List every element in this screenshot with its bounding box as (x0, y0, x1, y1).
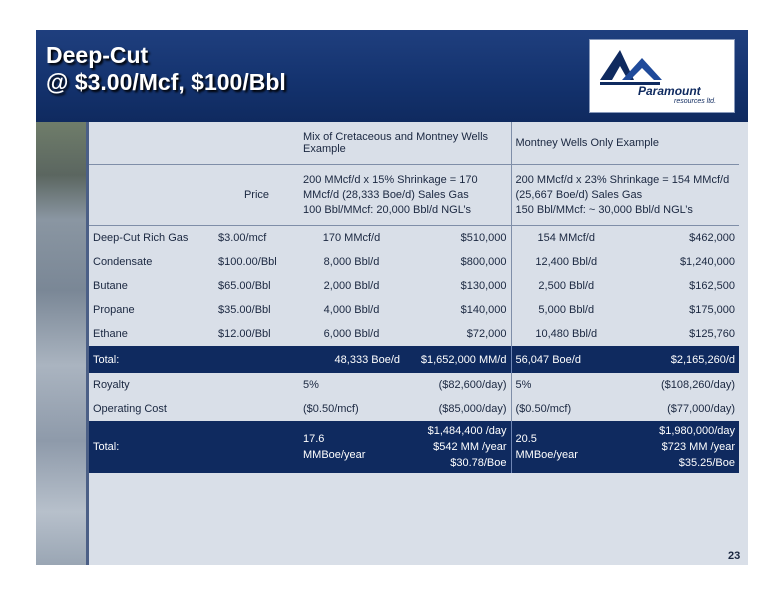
row-label: Propane (93, 304, 135, 316)
net-montney-volume-line-1: 20.5 (515, 433, 537, 445)
table-row (89, 322, 739, 346)
opcost-montney-rate: ($0.50/mcf) (511, 397, 621, 421)
row-price: $12.00/Bbl (218, 328, 271, 340)
row-mix-volume: 6,000 Bbl/d (323, 328, 380, 340)
row-mix-volume: 8,000 Bbl/d (323, 256, 380, 268)
total-row (89, 346, 739, 373)
row-montney-volume: 10,480 Bbl/d (511, 322, 621, 346)
opcost-mix-value: ($85,000/day) (438, 403, 507, 415)
net-montney-value-line-2: $723 MM /year (661, 441, 735, 453)
net-total-montney-value (621, 421, 739, 473)
royalty-mix-rate: 5% (303, 379, 319, 391)
royalty-empty-cell (214, 373, 299, 397)
row-montney-value: $1,240,000 (679, 256, 735, 268)
total-montney-volume: 56,047 Boe/d (511, 346, 621, 373)
opcost-label: Operating Cost (93, 403, 167, 415)
mix-assumptions (299, 165, 511, 226)
net-mix-value-line-2: $542 MM /year (433, 441, 507, 453)
page-number: 23 (728, 550, 741, 562)
net-total-mix-value (404, 421, 511, 473)
royalty-label: Royalty (93, 379, 130, 391)
row-mix-value: $72,000 (466, 328, 507, 340)
column-header-mix: Mix of Cretaceous and Montney Wells Example (299, 122, 511, 165)
row-montney-volume: 2,500 Bbl/d (511, 274, 621, 298)
header-empty-cell (214, 122, 299, 165)
net-total-montney-volume (511, 421, 621, 473)
net-mix-volume-line-1: 17.6 (303, 433, 325, 445)
net-montney-volume-line-2: MMBoe/year (515, 449, 578, 461)
net-montney-value-line-1: $1,980,000/day (659, 425, 735, 437)
title-line-1: Deep-Cut (46, 42, 149, 68)
montney-assumption-line-2: 150 Bbl/MMcf: ~ 30,000 Bbl/d NGL’s (515, 203, 693, 216)
opcost-montney-value: ($77,000/day) (667, 403, 735, 415)
mix-assumption-line-2: 100 Bbl/MMcf: 20,000 Bbl/d NGL’s (303, 203, 471, 216)
table-row (89, 298, 739, 322)
total-montney-value: $2,165,260/d (621, 346, 739, 373)
mix-assumption-line-1: 200 MMcf/d x 15% Shrinkage = 170 MMcf/d (28,333 Boe/d) Sales Gas (303, 173, 478, 201)
royalty-mix-value: ($82,600/day) (438, 379, 507, 391)
logo-subtitle: resources ltd. (674, 98, 717, 105)
row-price: $100.00/Bbl (218, 256, 277, 268)
net-total-row (89, 421, 739, 473)
total-mix-volume: 48,333 Boe/d (299, 346, 404, 373)
net-total-empty-cell (214, 421, 299, 473)
total-label: Total: (89, 346, 214, 373)
economics-table-area (89, 122, 748, 565)
row-montney-value: $162,500 (689, 280, 735, 292)
row-montney-value: $175,000 (689, 304, 735, 316)
row-mix-value: $800,000 (460, 256, 507, 268)
row-mix-volume: 170 MMcf/d (322, 232, 381, 244)
net-mix-volume-line-2: MMBoe/year (303, 449, 366, 461)
row-montney-volume: 154 MMcf/d (511, 226, 621, 251)
net-montney-value-line-3: $35.25/Boe (678, 457, 735, 469)
row-label: Deep-Cut Rich Gas (93, 232, 189, 244)
slide-title (46, 42, 286, 96)
price-header: Price (214, 165, 299, 226)
row-montney-value: $125,760 (689, 328, 735, 340)
net-mix-value-line-1: $1,484,400 /day (427, 425, 507, 437)
row-montney-value: $462,000 (689, 232, 735, 244)
total-empty-cell (214, 346, 299, 373)
operating-cost-row (89, 397, 739, 421)
row-montney-volume: 5,000 Bbl/d (511, 298, 621, 322)
industrial-photo-strip (36, 122, 89, 565)
row-mix-value: $140,000 (460, 304, 507, 316)
header-empty-cell (89, 122, 214, 165)
column-header-montney: Montney Wells Only Example (511, 122, 739, 165)
subheader-empty-cell (89, 165, 214, 226)
row-price: $65.00/Bbl (218, 280, 271, 292)
net-total-mix-volume (299, 421, 404, 473)
net-mix-value-line-3: $30.78/Boe (450, 457, 507, 469)
royalty-montney-value: ($108,260/day) (661, 379, 735, 391)
royalty-row (89, 373, 739, 397)
economics-table (89, 122, 739, 473)
net-total-label: Total: (89, 421, 214, 473)
table-row (89, 274, 739, 298)
header-banner (36, 30, 748, 122)
montney-assumption-line-1: 200 MMcf/d x 23% Shrinkage = 154 MMcf/d (25,667 Boe/d) Sales Gas (515, 173, 730, 201)
opcost-mix-rate: ($0.50/mcf) (303, 403, 359, 415)
row-mix-volume: 2,000 Bbl/d (323, 280, 380, 292)
table-row (89, 250, 739, 274)
paramount-logo (589, 39, 735, 113)
row-mix-volume: 4,000 Bbl/d (323, 304, 380, 316)
logo-name: Paramount (638, 84, 701, 98)
slide (36, 30, 748, 565)
row-price: $35.00/Bbl (218, 304, 271, 316)
row-mix-value: $510,000 (460, 232, 507, 244)
row-label: Condensate (93, 256, 153, 268)
royalty-montney-rate: 5% (511, 373, 621, 397)
row-label: Ethane (93, 328, 128, 340)
row-label: Butane (93, 280, 128, 292)
row-montney-volume: 12,400 Bbl/d (511, 250, 621, 274)
opcost-empty-cell (214, 397, 299, 421)
title-line-2: @ $3.00/Mcf, $100/Bbl (46, 69, 286, 95)
row-mix-value: $130,000 (460, 280, 507, 292)
total-mix-value: $1,652,000 MM/d (404, 346, 511, 373)
row-price: $3.00/mcf (218, 232, 267, 244)
montney-assumptions (511, 165, 739, 226)
table-row (89, 226, 739, 251)
